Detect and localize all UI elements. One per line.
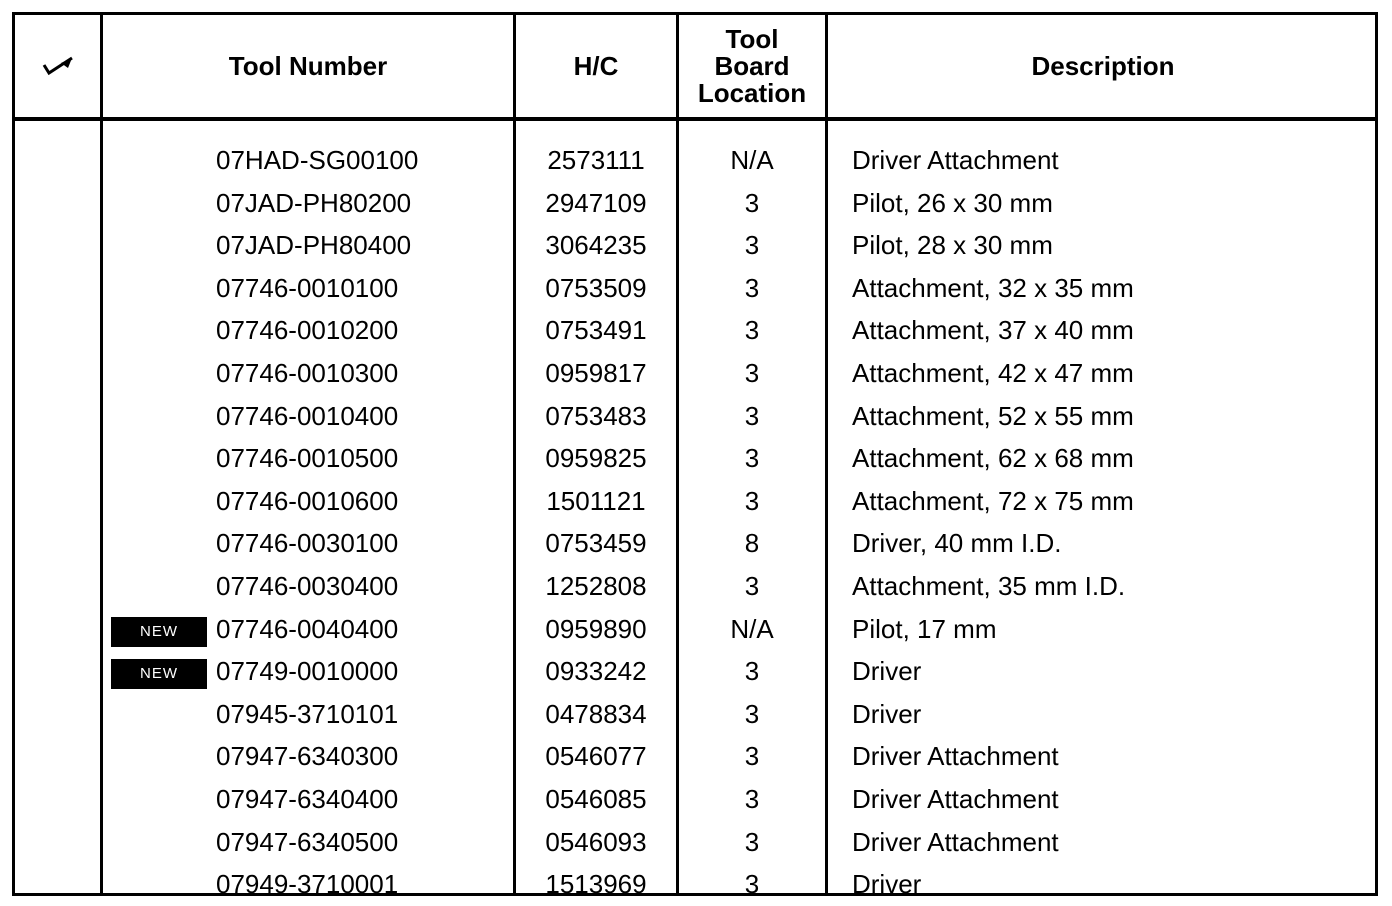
checkmark-icon (41, 55, 75, 77)
tool-board-location-cell: 3 (744, 741, 760, 772)
hc-cell: 1513969 (545, 869, 647, 900)
tool-number-cell: 07746-0030100 (216, 528, 399, 559)
description-cell: Driver (852, 698, 922, 729)
table-row (15, 608, 1375, 651)
header-tbl-line-1: Tool (725, 23, 779, 54)
table-row (15, 693, 1375, 736)
new-badge: NEW (111, 659, 207, 689)
hc-cell: 0959890 (545, 613, 647, 644)
table-row (15, 437, 1375, 480)
description-cell: Driver Attachment (852, 145, 1059, 175)
table-row (15, 352, 1375, 395)
tool-board-location-cell: N/A (730, 613, 774, 644)
tool-board-location-cell: 3 (744, 485, 760, 516)
description-cell: Driver (852, 869, 922, 900)
hc-cell: 3064235 (545, 230, 647, 261)
tool-board-location-cell: 3 (744, 826, 760, 857)
table-row (15, 182, 1375, 225)
header-tool-number (103, 15, 513, 117)
hc-cell: 0959825 (545, 443, 647, 474)
tool-table (12, 12, 1378, 900)
tool-board-location-cell: 3 (744, 230, 760, 261)
tool-number-cell: 07749-0010000 (216, 656, 399, 687)
tool-board-location-cell: 3 (744, 443, 760, 474)
tool-board-location-cell: 8 (744, 528, 760, 559)
table-row (15, 650, 1375, 693)
description-cell: Pilot, 26 x 30 mm (852, 187, 1053, 218)
tool-number-cell: 07746-0010600 (216, 485, 399, 516)
description-cell: Driver Attachment (852, 783, 1059, 814)
header-description-label: Description (1031, 50, 1175, 81)
tool-board-location-cell: 3 (744, 869, 760, 900)
description-cell: Attachment, 37 x 40 mm (852, 315, 1134, 346)
description-cell: Attachment, 35 mm I.D. (852, 570, 1126, 601)
tool-board-location-cell: N/A (730, 145, 774, 175)
tool-number-cell: 07947-6340500 (216, 826, 399, 857)
tool-number-cell: 07JAD-PH80200 (216, 187, 412, 218)
tool-number-cell: 07947-6340400 (216, 783, 399, 814)
hc-cell: 1501121 (546, 485, 646, 516)
header-tbl-line-3: Location (697, 77, 807, 108)
tool-board-location-cell: 3 (744, 357, 760, 388)
tool-number-cell: 07JAD-PH80400 (216, 230, 412, 261)
table-row (15, 224, 1375, 267)
table-row (15, 309, 1375, 352)
table-row (15, 565, 1375, 608)
tool-number-cell: 07746-0010500 (216, 443, 399, 474)
tool-number-cell: 07746-0040400 (216, 613, 399, 644)
tool-number-cell: 07746-0010100 (216, 272, 399, 303)
tool-board-location-cell: 3 (744, 315, 760, 346)
description-cell: Pilot, 28 x 30 mm (852, 230, 1053, 261)
hc-cell: 0959817 (545, 357, 647, 388)
tool-number-cell: 07949-3710001 (216, 869, 399, 900)
tool-number-cell: 07746-0010300 (216, 357, 399, 388)
table-row (15, 395, 1375, 438)
new-badge: NEW (111, 617, 207, 647)
table-row (15, 480, 1375, 523)
table-row (15, 863, 1375, 906)
hc-cell: 0933242 (545, 656, 647, 687)
tool-number-cell: 07947-6340300 (216, 741, 399, 772)
hc-cell: 0753459 (545, 528, 647, 559)
header-tool-number-label: Tool Number (228, 50, 388, 81)
description-cell: Attachment, 32 x 35 mm (852, 272, 1134, 303)
header-divider (15, 117, 1375, 121)
description-cell: Attachment, 52 x 55 mm (852, 400, 1134, 431)
tool-number-cell: 07746-0010400 (216, 400, 399, 431)
hc-cell: 1252808 (545, 570, 647, 601)
table-row (15, 778, 1375, 821)
hc-cell: 0478834 (545, 698, 647, 729)
description-cell: Driver (852, 656, 922, 687)
tool-number-cell: 07746-0030400 (216, 570, 399, 601)
tool-number-cell: 07746-0010200 (216, 315, 399, 346)
table-body (15, 139, 1375, 906)
tool-board-location-cell: 3 (744, 656, 760, 687)
description-cell: Driver, 40 mm I.D. (852, 528, 1062, 559)
hc-cell: 0753483 (545, 400, 647, 431)
hc-cell: 0546085 (545, 783, 647, 814)
description-cell: Driver Attachment (852, 741, 1059, 772)
hc-cell: 0753509 (545, 272, 647, 303)
table-row (15, 267, 1375, 310)
header-description (828, 15, 1378, 117)
description-cell: Attachment, 72 x 75 mm (852, 485, 1134, 516)
tool-board-location-cell: 3 (744, 698, 760, 729)
table-row (15, 735, 1375, 778)
header-hc (516, 15, 676, 117)
tool-board-location-cell: 3 (744, 783, 760, 814)
hc-cell: 2947109 (545, 187, 647, 218)
tool-number-cell: 07HAD-SG00100 (216, 145, 419, 175)
table-row (15, 139, 1375, 182)
tool-board-location-cell: 3 (744, 570, 760, 601)
tool-number-cell: 07945-3710101 (216, 698, 399, 729)
header-check (15, 15, 100, 117)
table-row (15, 522, 1375, 565)
description-cell: Pilot, 17 mm (852, 613, 997, 644)
description-cell: Attachment, 62 x 68 mm (852, 443, 1134, 474)
header-tool-board-location (679, 15, 825, 117)
tool-board-location-cell: 3 (744, 187, 760, 218)
table-row (15, 821, 1375, 864)
header-tbl-line-2: Board (714, 50, 790, 81)
tool-board-location-cell: 3 (744, 400, 760, 431)
description-cell: Attachment, 42 x 47 mm (852, 357, 1134, 388)
hc-cell: 0753491 (545, 315, 647, 346)
hc-cell: 0546077 (545, 741, 647, 772)
tool-board-location-cell: 3 (744, 272, 760, 303)
hc-cell: 0546093 (545, 826, 647, 857)
header-hc-label: H/C (573, 50, 619, 81)
hc-cell: 2573111 (547, 145, 645, 175)
description-cell: Driver Attachment (852, 826, 1059, 857)
